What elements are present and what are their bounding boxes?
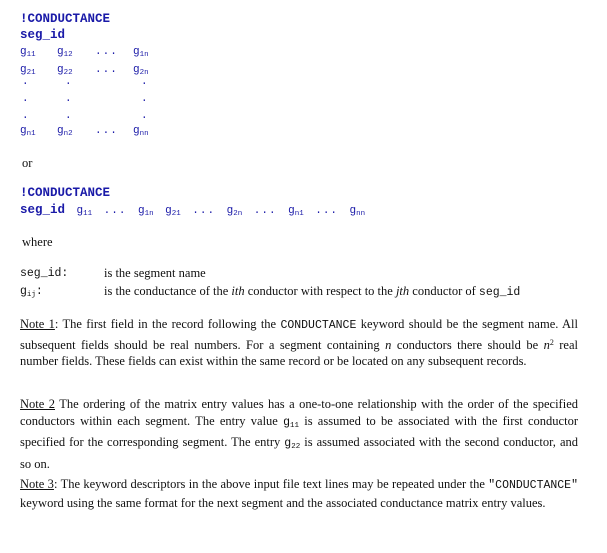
gn2: $g_{n2}$ xyxy=(57,125,73,138)
vdot: . xyxy=(65,93,72,105)
def-desc-gij: is the conductance of the ith conductor with respect to the jth conductor of seg_id xyxy=(104,284,521,299)
vdot: . xyxy=(65,76,72,88)
where-text: where xyxy=(22,235,53,249)
vdot: . xyxy=(65,110,72,122)
note-2: Note 2 The ordering of the matrix entry values has a one-to-one relationship with the order of the specified conductors within each segment. The entry value $g_{11}$ is assumed to be associated with the first conductor specified for the corresponding segment. The entry $g_{22}$ is assumed associated with the second conductor, and so on. xyxy=(20,397,578,471)
note-1-label: Note 1 xyxy=(20,317,55,331)
note-3: Note 3: The keyword descriptors in the above input file text lines may be repeated under the "CONDUCTANCE" keyword using the same format for the next segment and the associated conductance matrix entry values. xyxy=(20,477,578,510)
ellipsis-1: ... xyxy=(95,46,118,58)
g2n: $g_{2n}$ xyxy=(133,64,149,77)
g22: $g_{22}$ xyxy=(57,64,73,77)
ellipsis-3: ... xyxy=(95,125,118,137)
vdot: . xyxy=(22,76,29,88)
gnn: $g_{nn}$ xyxy=(133,125,149,138)
single-line-form: seg_id $g_{11}$ ... $g_{1n}$ $g_{21}$ ... $g_{2n}$ ... $g_{n1}$ ... $g_{nn}$ xyxy=(20,203,366,218)
gn1: $g_{n1}$ xyxy=(20,125,36,138)
or-text: or xyxy=(22,156,33,170)
def-desc-seg-id: is the segment name xyxy=(104,266,206,280)
vdot: . xyxy=(141,110,148,122)
g12: $g_{12}$ xyxy=(57,46,73,59)
vdot: . xyxy=(22,93,29,105)
vdot: . xyxy=(22,110,29,122)
note-3-label: Note 3 xyxy=(20,477,54,491)
seg-id-1: seg_id xyxy=(20,28,66,42)
g11: $g_{11}$ xyxy=(20,46,36,59)
def-term-gij: $g_{ij}$: xyxy=(20,285,43,299)
note-2-label: Note 2 xyxy=(20,397,55,411)
ellipsis-2: ... xyxy=(95,64,118,76)
keyword-conductance-1: !CONDUCTANCE xyxy=(20,12,111,26)
vdot: . xyxy=(141,93,148,105)
vdot: . xyxy=(141,76,148,88)
def-term-seg-id: seg_id: xyxy=(20,267,69,280)
g1n: $g_{1n}$ xyxy=(133,46,149,59)
note-1: Note 1: The first field in the record following the CONDUCTANCE keyword should be the segment name. All subsequent fields should be real numbers. For a segment containing n conductors there should be $n^2$ real number fields. These fields can exist within the same record or be located on any subsequent records. xyxy=(20,317,579,368)
g21: $g_{21}$ xyxy=(20,64,36,77)
keyword-conductance-2: !CONDUCTANCE xyxy=(20,186,111,200)
